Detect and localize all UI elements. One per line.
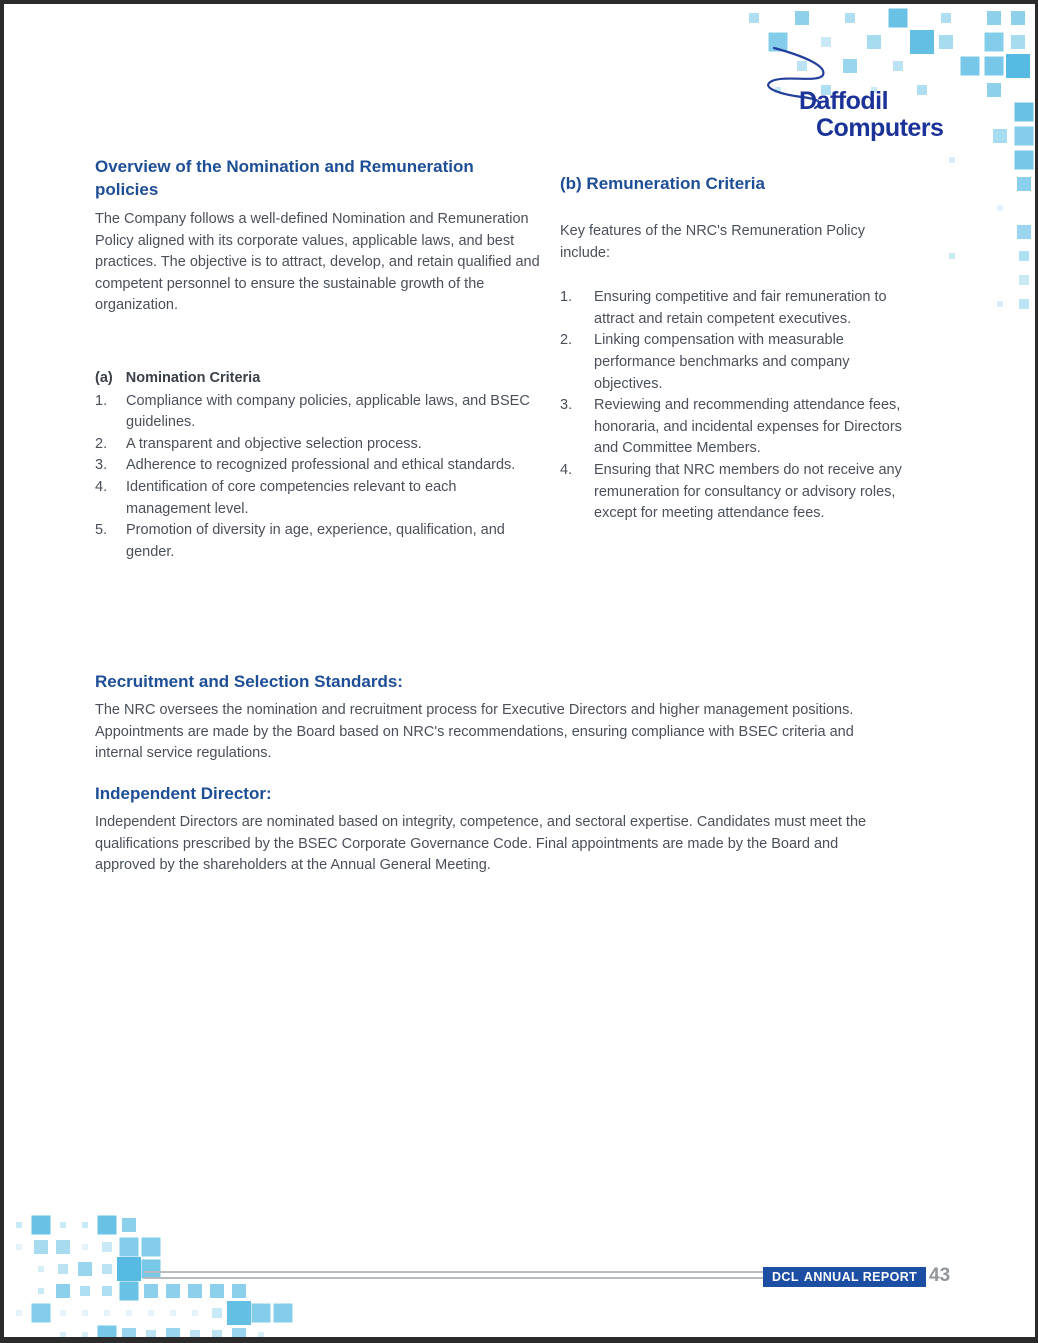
daffodil-computers-logo bbox=[752, 32, 1012, 152]
right-column bbox=[560, 172, 912, 525]
list-number: 4. bbox=[95, 478, 108, 495]
list-item bbox=[95, 391, 540, 434]
nomination-criteria-subheading bbox=[95, 368, 540, 390]
list-number: 5. bbox=[95, 522, 108, 539]
logo-text-daffodil: Daffodil bbox=[799, 87, 889, 115]
badge-brand: DCL bbox=[772, 1270, 799, 1284]
remuneration-list bbox=[560, 287, 912, 525]
list-text: Reviewing and recommending attendance fees, honoraria, and incidental expenses for Directors and Committee Members. bbox=[594, 397, 902, 457]
recruitment-section bbox=[95, 670, 900, 765]
nomination-title: Nomination Criteria bbox=[125, 369, 261, 386]
list-number: 3. bbox=[560, 397, 573, 414]
list-number: 1. bbox=[560, 289, 573, 306]
list-number: 4. bbox=[560, 461, 573, 478]
remuneration-heading: (b) Remuneration Criteria bbox=[560, 174, 765, 193]
list-text: Adherence to recognized professional and ethical standards. bbox=[126, 457, 516, 474]
list-text: Identification of core competencies relevant to each management level. bbox=[126, 478, 457, 517]
list-text: Ensuring that NRC members do not receive any remuneration for consultancy or advisory roles, except for meeting attendance fees. bbox=[594, 461, 902, 522]
list-item bbox=[95, 455, 540, 477]
list-item bbox=[560, 395, 912, 460]
recruitment-heading: Recruitment and Selection Standards: bbox=[95, 672, 403, 691]
logo-text-computers: Computers bbox=[816, 114, 944, 142]
recruitment-paragraph: The NRC oversees the nomination and recruitment process for Executive Directors and higher management positions. Appointments are made by the Board based on NRC's recommendations, ensuring compliance with BSEC criteria and internal service regulations. bbox=[95, 702, 854, 762]
independent-paragraph: Independent Directors are nominated based on integrity, competence, and sectoral expertise. Candidates must meet the qualifications prescribed by the BSEC Corporate Governance Code. Final appointments are made by the Board and approved by the shareholders at the Annual General Meeting. bbox=[95, 814, 867, 874]
overview-heading: Overview of the Nomination and Remuneration policies bbox=[95, 157, 474, 199]
independent-director-section bbox=[95, 782, 900, 877]
footer-report-badge bbox=[763, 1267, 926, 1287]
independent-heading: Independent Director: bbox=[95, 784, 272, 803]
list-text: Compliance with company policies, applicable laws, and BSEC guidelines. bbox=[126, 392, 530, 431]
list-text: Linking compensation with measurable performance benchmarks and company objectives. bbox=[594, 332, 850, 392]
footer-rule bbox=[144, 1271, 763, 1279]
logo-wordmark bbox=[799, 88, 943, 142]
list-item bbox=[95, 434, 540, 456]
nomination-list bbox=[95, 391, 540, 564]
list-item bbox=[560, 460, 912, 525]
remuneration-intro: Key features of the NRC's Remuneration Policy include: bbox=[560, 223, 865, 261]
list-item bbox=[560, 287, 912, 330]
list-number: 1. bbox=[95, 392, 108, 409]
list-text: Promotion of diversity in age, experience, qualification, and gender. bbox=[126, 522, 505, 560]
list-item bbox=[560, 330, 912, 395]
list-item bbox=[95, 477, 540, 520]
list-number: 2. bbox=[95, 435, 108, 452]
list-text: Ensuring competitive and fair remuneration to attract and retain competent executives. bbox=[594, 289, 887, 327]
nomination-label: (a) bbox=[95, 369, 113, 386]
list-item bbox=[95, 520, 540, 563]
left-column bbox=[95, 155, 540, 563]
list-number: 2. bbox=[560, 332, 573, 349]
list-number: 3. bbox=[95, 457, 108, 474]
page-number: 43 bbox=[929, 1265, 951, 1286]
overview-paragraph: The Company follows a well-defined Nomination and Remuneration Policy aligned with its corporate values, applicable laws, and best practices. The objective is to attract, develop, and retain qualified and competent personnel to ensure the sustainable growth of the organization. bbox=[95, 211, 540, 314]
list-text: A transparent and objective selection process. bbox=[126, 435, 422, 452]
badge-text: ANNUAL REPORT bbox=[803, 1270, 918, 1284]
